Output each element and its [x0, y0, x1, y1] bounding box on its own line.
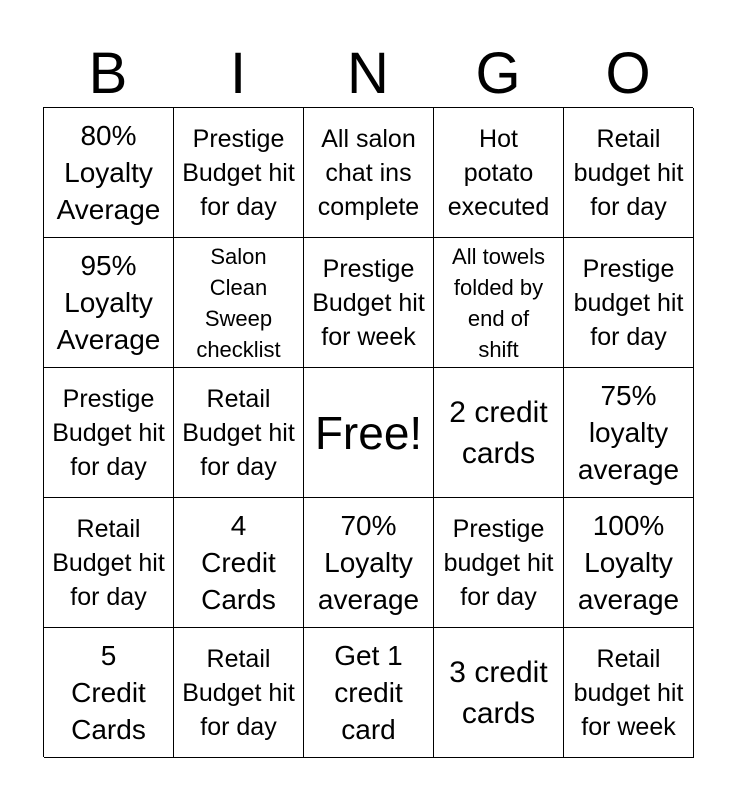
- bingo-cell[interactable]: [564, 108, 694, 238]
- free-space-cell[interactable]: [304, 368, 434, 498]
- free-space-text: Free!: [314, 406, 423, 459]
- cell-text: 4 Credit Cards: [201, 510, 276, 615]
- cell-text: Retail Budget hit for day: [182, 384, 295, 481]
- cell-text: Get 1 credit card: [334, 640, 403, 745]
- cell-text: Prestige budget hit for day: [573, 254, 684, 351]
- cell-text: Retail Budget hit for day: [52, 514, 165, 611]
- bingo-cell[interactable]: [304, 498, 434, 628]
- header-letter-o: O: [605, 41, 651, 106]
- cell-text: Retail budget hit for week: [573, 644, 684, 741]
- cell-text: All salon chat ins complete: [317, 124, 420, 221]
- bingo-cell[interactable]: [44, 108, 174, 238]
- cell-text: 75% loyalty average: [577, 380, 680, 485]
- bingo-cell[interactable]: [564, 628, 694, 758]
- bingo-cell[interactable]: [564, 238, 694, 368]
- bingo-cell[interactable]: [434, 108, 564, 238]
- bingo-header: [43, 40, 693, 108]
- bingo-cell[interactable]: [44, 498, 174, 628]
- cell-text: 95% Loyalty Average: [56, 250, 161, 355]
- cell-text: 2 credit cards: [449, 395, 548, 470]
- bingo-cell[interactable]: [44, 368, 174, 498]
- bingo-grid: [43, 107, 693, 757]
- bingo-cell[interactable]: [174, 498, 304, 628]
- bingo-cell[interactable]: [434, 238, 564, 368]
- bingo-cell[interactable]: [564, 368, 694, 498]
- bingo-cell[interactable]: [304, 238, 434, 368]
- bingo-cell[interactable]: [44, 628, 174, 758]
- header-letter-i: I: [229, 41, 247, 106]
- bingo-cell[interactable]: [434, 498, 564, 628]
- bingo-cell[interactable]: [44, 238, 174, 368]
- bingo-cell[interactable]: [564, 498, 694, 628]
- cell-text: Salon Clean Sweep checklist: [196, 243, 281, 362]
- bingo-cell[interactable]: [304, 628, 434, 758]
- header-letter-g: G: [475, 41, 521, 106]
- cell-text: Retail budget hit for day: [573, 124, 684, 221]
- cell-text: 70% Loyalty average: [317, 510, 420, 615]
- cell-text: Hot potato executed: [447, 124, 550, 221]
- bingo-cell[interactable]: [174, 628, 304, 758]
- cell-text: 80% Loyalty Average: [56, 120, 161, 225]
- bingo-cell[interactable]: [174, 108, 304, 238]
- bingo-cell[interactable]: [174, 368, 304, 498]
- cell-text: 100% Loyalty average: [577, 510, 680, 615]
- cell-text: Prestige Budget hit for week: [312, 254, 425, 351]
- header-letter-b: B: [88, 41, 128, 106]
- cell-text: 5 Credit Cards: [71, 640, 146, 745]
- cell-text: All towels folded by end of shift: [452, 243, 545, 362]
- bingo-cell[interactable]: [174, 238, 304, 368]
- header-letter-n: N: [347, 41, 389, 106]
- cell-text: Prestige Budget hit for day: [182, 124, 295, 221]
- cell-text: 3 credit cards: [449, 655, 548, 730]
- cell-text: Prestige Budget hit for day: [52, 384, 165, 481]
- cell-text: Prestige budget hit for day: [443, 514, 554, 611]
- bingo-cell[interactable]: [304, 108, 434, 238]
- bingo-cell[interactable]: [434, 368, 564, 498]
- cell-text: Retail Budget hit for day: [182, 644, 295, 741]
- bingo-cell[interactable]: [434, 628, 564, 758]
